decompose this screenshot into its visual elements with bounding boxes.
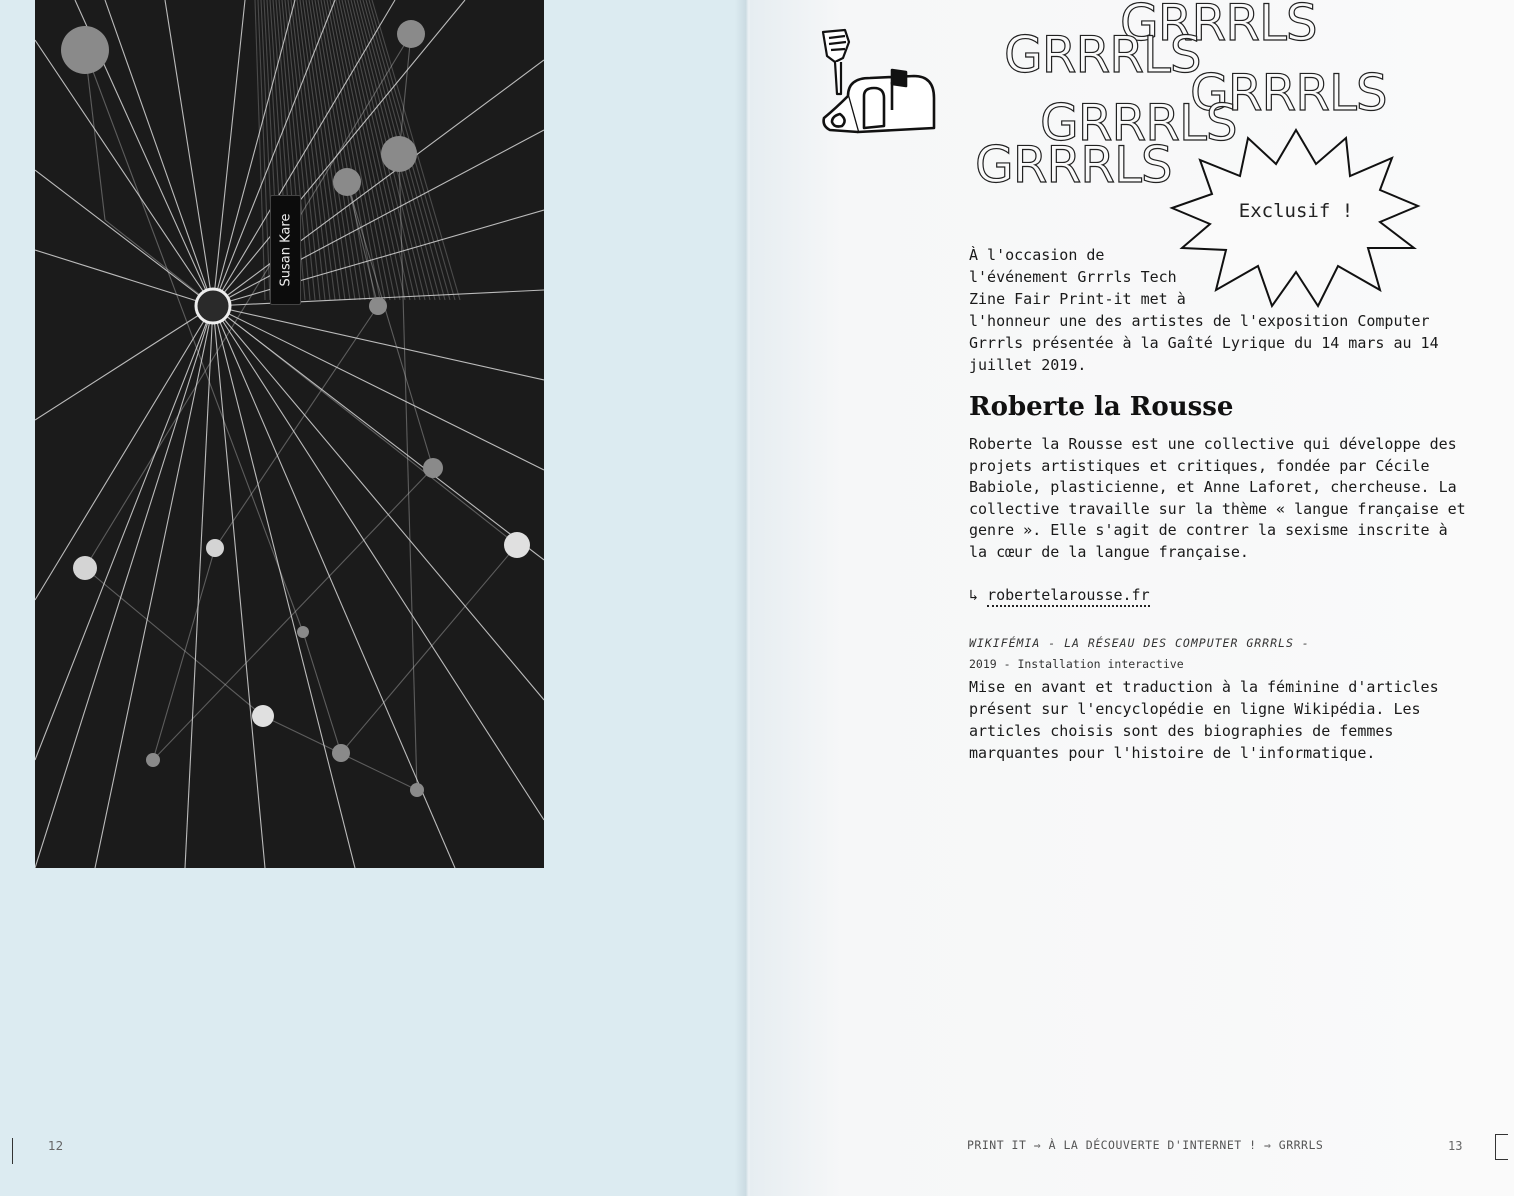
network-edge [35, 170, 213, 306]
artist-name-label: Susan Kare [278, 213, 293, 287]
network-edge [85, 34, 411, 568]
wordmark-1: GRRRLS [1120, 0, 1317, 52]
website-link[interactable] [969, 586, 1150, 604]
network-edge [303, 632, 341, 753]
network-node [410, 783, 424, 797]
network-edge [185, 306, 213, 868]
network-node [61, 26, 109, 74]
wordmark-4: GRRRLS [1040, 94, 1237, 152]
artist-description: Roberte la Rousse est une collective qui développe des projets artistiques et critiques, fondée par Cécile Babiole, plasticienne, et Anne Laforet, chercheuse. La collective travaille sur la thème « langue française et genre ». Elle s'agit de contrer la sexisme inscrite à la cœur de la langue française. [969, 435, 1466, 561]
wordmark-3: GRRRLS [1190, 64, 1387, 122]
website-link-text[interactable]: robertelarousse.fr [987, 586, 1150, 607]
mailbox-icon [818, 68, 938, 146]
network-node [73, 556, 97, 580]
artwork-title: WIKIFÉMIA - LA RÉSEAU DES COMPUTER GRRRLS - [969, 636, 1310, 650]
intro-paragraph [969, 244, 1469, 376]
network-edge [306, 0, 350, 300]
network-edge [35, 306, 213, 868]
network-edge [165, 0, 213, 306]
page-number-right: 13 [1448, 1139, 1463, 1153]
intro-line-2: l'événement Grrrls Tech [969, 268, 1177, 286]
network-edge [315, 0, 365, 300]
network-node [146, 753, 160, 767]
network-edge [215, 306, 378, 548]
network-artwork [35, 0, 544, 868]
running-footer: PRINT IT ⇒ À LA DÉCOUVERTE D'INTERNET ! ⇒ GRRRLS [967, 1138, 1324, 1152]
network-edge [213, 306, 544, 470]
network-node [369, 297, 387, 315]
network-edge [341, 545, 517, 753]
network-edge [35, 250, 213, 306]
badge-label: Exclusif ! [1238, 200, 1354, 222]
network-edge [213, 306, 544, 380]
crop-mark-left [4, 1138, 13, 1164]
network-edge [213, 306, 544, 820]
link-arrow-icon: ↳ [969, 586, 979, 604]
network-edge [35, 306, 213, 600]
crop-mark-right [1495, 1134, 1508, 1160]
network-edge [213, 306, 265, 868]
network-node [252, 705, 274, 727]
network-node [504, 532, 530, 558]
artwork-description: Mise en avant et traduction à la féminine d'articles présent sur l'encyclopédie en ligne Wikipédia. Les articles choisis sont des biographies de femmes marquantes pour l'histoire de l'informatique. [969, 678, 1439, 762]
artwork-meta: 2019 - Installation interactive [969, 657, 1184, 671]
artist-heading: Roberte la Rousse [969, 392, 1234, 422]
network-graph [35, 0, 544, 868]
network-edge [105, 0, 213, 306]
network-node [206, 539, 224, 557]
network-edge [35, 306, 213, 760]
network-hub-node [196, 289, 230, 323]
network-edge [95, 306, 213, 868]
network-node [332, 744, 350, 762]
intro-line-3: Zine Fair Print-it met à [969, 290, 1186, 308]
wordmark-5: GRRRLS [975, 136, 1172, 194]
left-page [0, 0, 746, 1196]
network-node [333, 168, 361, 196]
network-edge [85, 50, 303, 632]
network-edge [35, 40, 213, 306]
network-edge [153, 468, 433, 760]
network-edge [399, 34, 411, 154]
intro-line-1: À l'occasion de [969, 246, 1105, 264]
artist-name-tag [270, 195, 301, 305]
network-edge [85, 568, 263, 716]
network-node [397, 20, 425, 48]
network-node [297, 626, 309, 638]
network-node [423, 458, 443, 478]
intro-rest: l'honneur une des artistes de l'exposition Computer Grrrls présentée à la Gaîté Lyrique du 14 mars au 14 juillet 2019. [969, 312, 1439, 374]
wordmark-2: GRRRLS [1004, 26, 1201, 84]
network-node [381, 136, 417, 172]
page-number-left: 12 [48, 1139, 64, 1153]
